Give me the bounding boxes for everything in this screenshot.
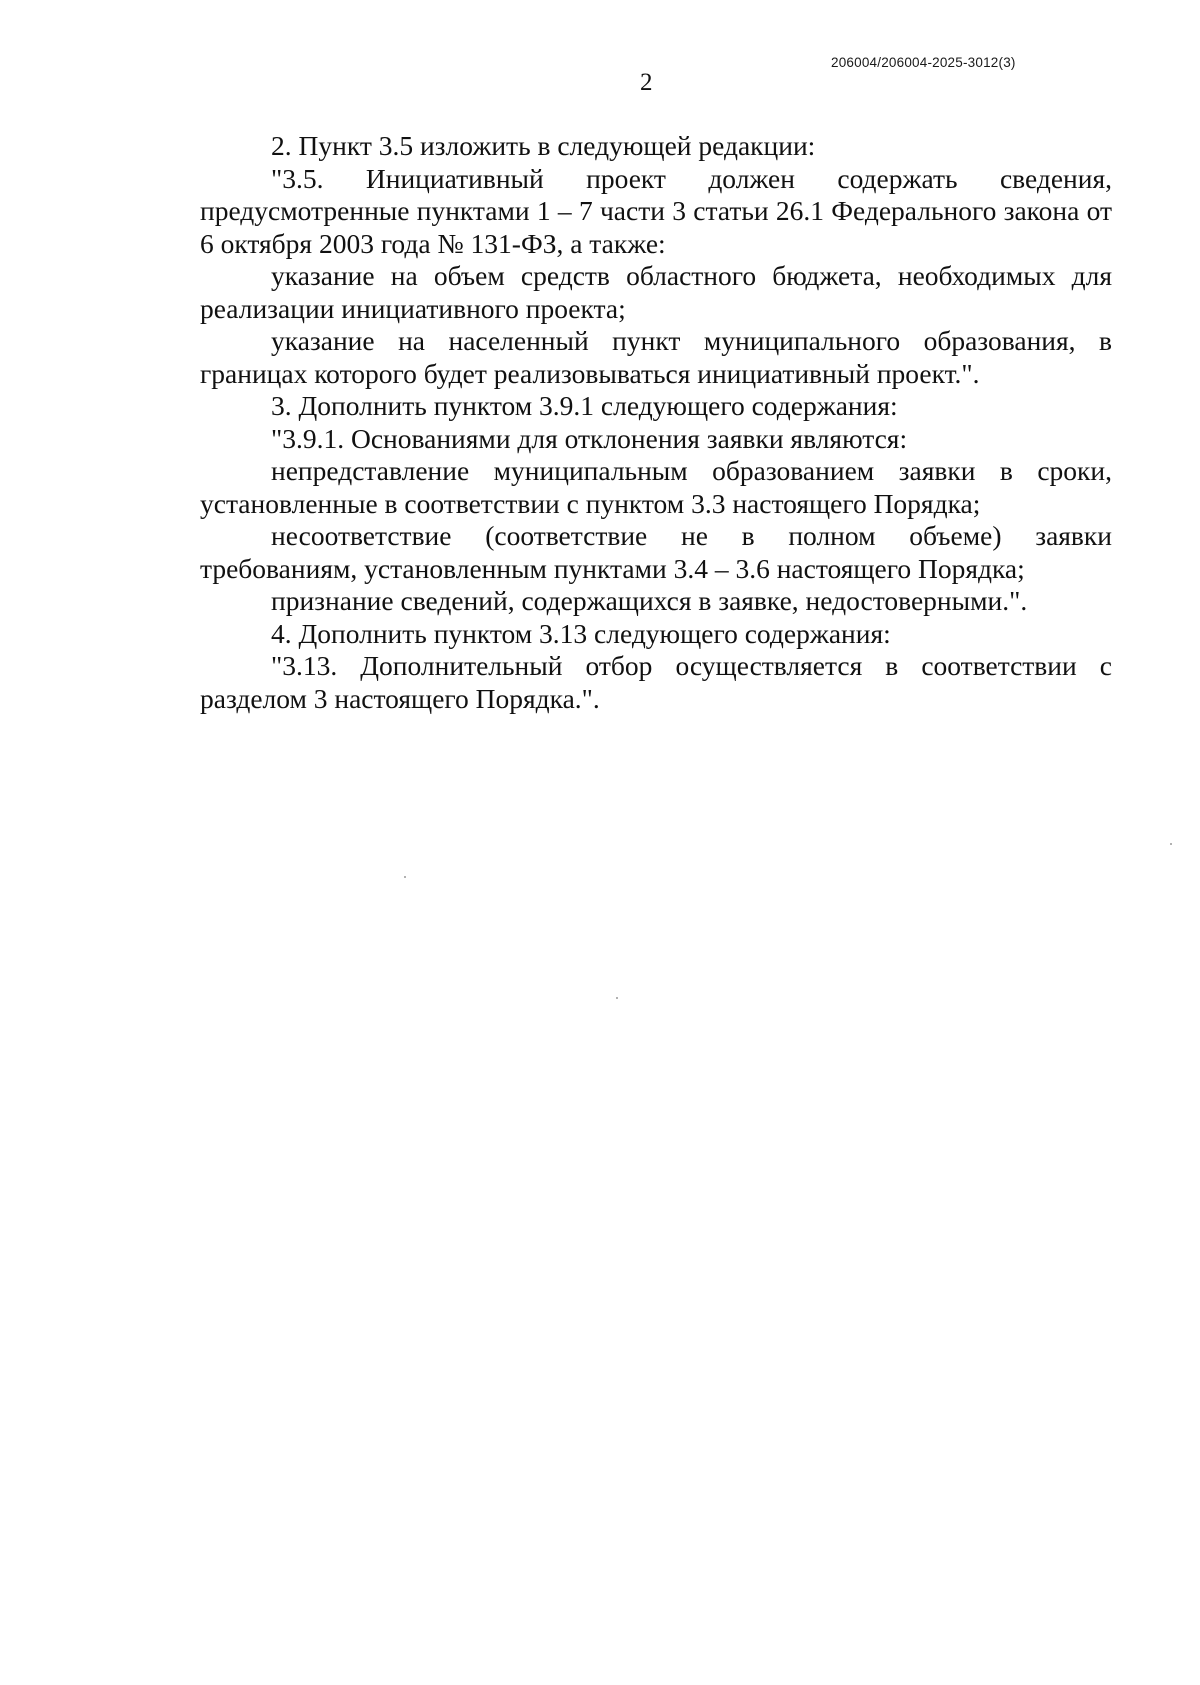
paragraph: признание сведений, содержащихся в заявке, недостоверными.". <box>271 585 1028 616</box>
scan-speck <box>404 876 406 878</box>
paragraph: "3.13. Дополнительный отбор осуществляется в соответствии с разделом 3 настоящего Порядка.". <box>200 650 1112 714</box>
paragraph: указание на объем средств областного бюджета, необходимых для реализации инициативного проекта; <box>200 260 1112 324</box>
paragraph: 3. Дополнить пунктом 3.9.1 следующего содержания: <box>271 390 898 421</box>
scan-speck <box>1170 843 1172 845</box>
scan-speck <box>616 997 618 999</box>
paragraph: "3.5. Инициативный проект должен содержать сведения, предусмотренные пунктами 1 – 7 части 3 статьи 26.1 Федерального закона от 6 октября 2003 года № 131-ФЗ, а также: <box>200 162 1112 259</box>
paragraph: 4. Дополнить пунктом 3.13 следующего содержания: <box>271 617 891 649</box>
paragraph: непредставление муниципальным образованием заявки в сроки, установленные в соответствии с пунктом 3.3 настоящего Порядка; <box>200 455 1112 519</box>
document-body <box>200 130 1112 715</box>
paragraph: несоответствие (соответствие не в полном объеме) заявки требованиям, установленным пунктами 3.4 – 3.6 настоящего Порядка; <box>200 520 1112 584</box>
paragraph: "3.9.1. Основаниями для отклонения заявки являются: <box>271 422 908 454</box>
document-number: 206004/206004-2025-3012(3) <box>831 55 1016 70</box>
page-number: 2 <box>640 69 653 96</box>
paragraph: указание на населенный пункт муниципального образования, в границах которого будет реализовываться инициативный проект.". <box>200 325 1112 389</box>
paragraph: 2. Пункт 3.5 изложить в следующей редакции: <box>271 130 816 161</box>
